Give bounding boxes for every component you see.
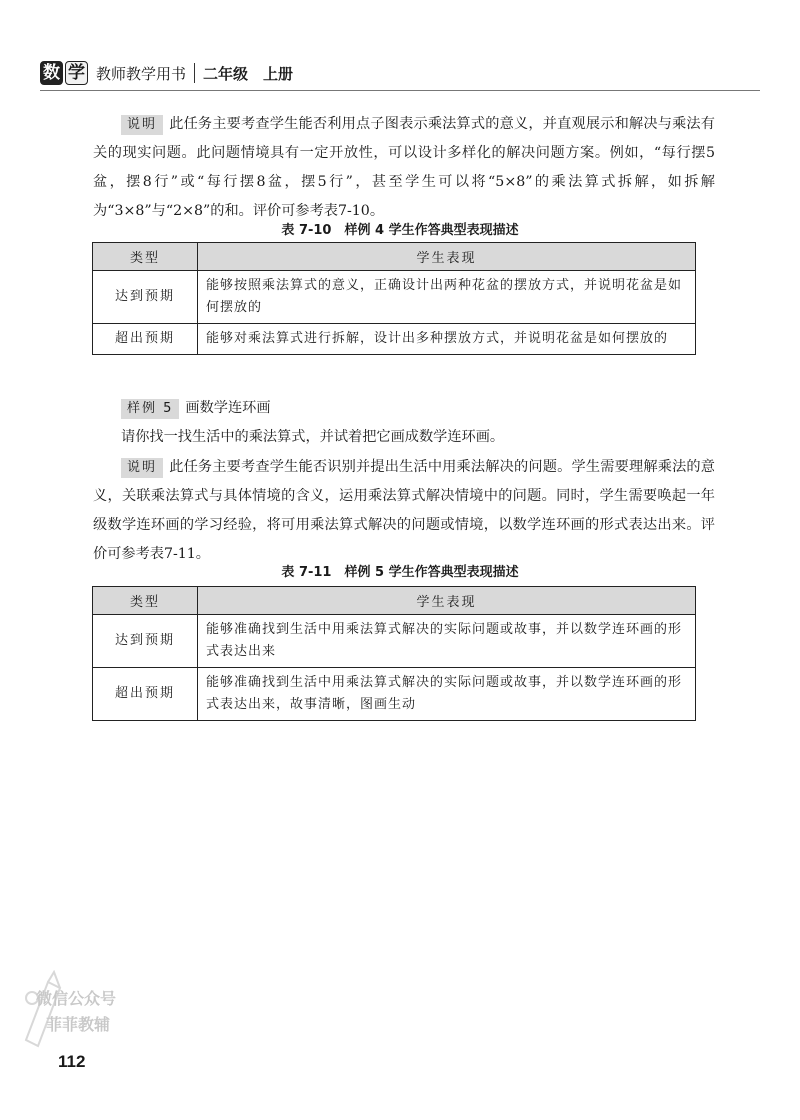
note-paragraph — [93, 110, 715, 226]
row-type: 达到预期 — [93, 271, 198, 324]
row-description: 能够按照乘法算式的意义，正确设计出两种花盆的摆放方式，并说明花盆是如何摆放的 — [198, 271, 696, 324]
table-row — [93, 324, 696, 355]
column-header: 学生表现 — [198, 243, 696, 271]
note-paragraph — [93, 453, 715, 569]
book-title: 教师教学用书 — [96, 64, 187, 83]
column-header: 类型 — [93, 243, 198, 271]
page-header — [40, 58, 293, 88]
sample-prompt: 请你找一找生活中的乘法算式，并试着把它画成数学连环画。 — [121, 429, 505, 445]
note-text: 此任务主要考查学生能否识别并提出生活中用乘法解决的问题。学生需要理解乘法的意义，关联乘法算式与具体情境的含义，运用乘法算式解决情境中的问题。同时，学生需要唤起一年级数学连环画的学习经验，将可用乘法算式解决的问题或情境，以数学连环画的形式表达出来。评价可参考表7-11。 — [93, 459, 715, 562]
sample-heading — [121, 396, 271, 420]
row-description: 能够准确找到生活中用乘法算式解决的实际问题或故事，并以数学连环画的形式表达出来，故事清晰，图画生动 — [198, 668, 696, 721]
table-row — [93, 615, 696, 668]
row-description: 能够准确找到生活中用乘法算式解决的实际问题或故事，并以数学连环画的形式表达出来 — [198, 615, 696, 668]
watermark-text: 菲菲教辅 — [46, 1015, 111, 1034]
logo-char: 数 — [40, 61, 63, 85]
header-divider — [194, 63, 195, 83]
table-row — [93, 668, 696, 721]
watermark-text: 微信公众号 — [36, 989, 117, 1008]
row-type: 超出预期 — [93, 324, 198, 355]
subject-logo — [40, 61, 90, 85]
table-caption: 表 7-11 样例 5 学生作答典型表现描述 — [281, 565, 519, 580]
page-number: 112 — [58, 1052, 86, 1071]
evaluation-table — [92, 586, 696, 721]
row-type: 达到预期 — [93, 615, 198, 668]
column-header: 类型 — [93, 587, 198, 615]
table-caption: 表 7-10 样例 4 学生作答典型表现描述 — [281, 223, 519, 238]
book-grade: 二年级 上册 — [203, 64, 294, 83]
row-description: 能够对乘法算式进行拆解，设计出多种摆放方式，并说明花盆是如何摆放的 — [198, 324, 696, 355]
note-text: 此任务主要考查学生能否利用点子图表示乘法算式的意义，并直观展示和解决与乘法有关的现实问题。此问题情境具有一定开放性，可以设计多样化的解决问题方案。例如，“每行摆5盆，摆8行”或“每行摆8盆，摆5行”，甚至学生可以将“5×8”的乘法算式拆解，如拆解为“3×8”与“2×8”的和。评价可参考表7-10。 — [93, 116, 715, 219]
column-header: 学生表现 — [198, 587, 696, 615]
logo-char: 学 — [65, 61, 88, 85]
note-tag: 说明 — [121, 458, 163, 478]
row-type: 超出预期 — [93, 668, 198, 721]
evaluation-table — [92, 242, 696, 355]
sample-tag: 样例 5 — [121, 399, 179, 419]
table-row — [93, 271, 696, 324]
sample-title: 画数学连环画 — [185, 400, 271, 416]
note-tag: 说明 — [121, 115, 163, 135]
header-rule — [40, 90, 760, 91]
watermark-icon — [18, 970, 138, 1050]
